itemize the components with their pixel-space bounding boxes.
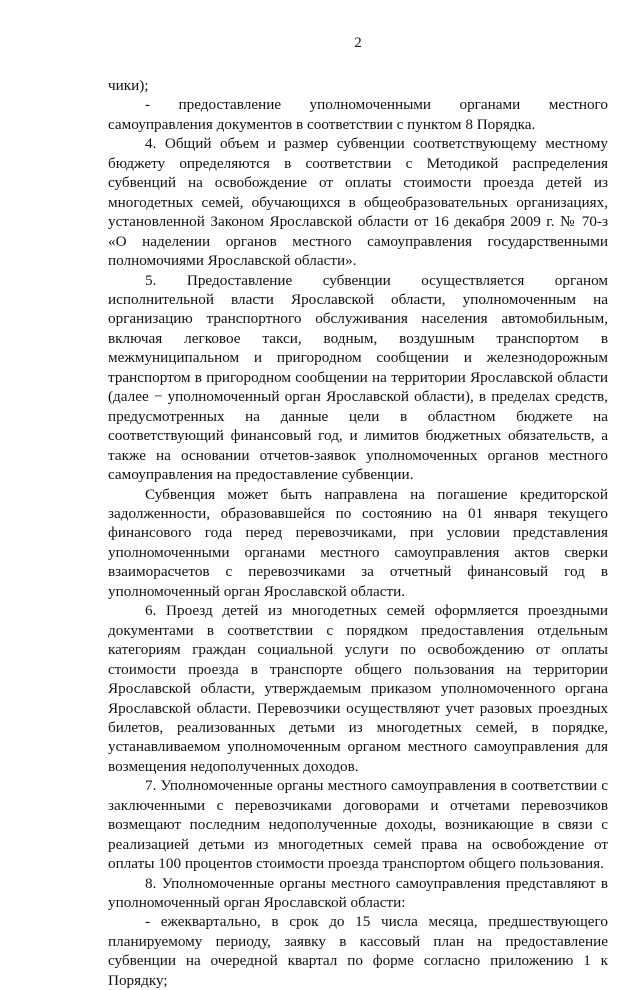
paragraph-5: 5. Предоставление субвенции осуществляется органом исполнительной власти Ярославской области, уполномоченным на организацию транспортного обслуживания населения автомобильным, включая легковое такси, водным, воздушным транспортом в межмуниципальном и пригородном сообщении и железнодорожным транспортом в пригородном сообщении на территории Ярославской области (далее − уполномоченный орган Ярославской области), в пределах средств, предусмотренных на данные цели в областном бюджете на соответствующий финансовый год, и лимитов бюджетных обязательств, а также на основании отчетов-заявок уполномоченных органов местного самоуправления на предоставление субвенции. [108,271,608,484]
paragraph-documents-item: - предоставление уполномоченными органами местного самоуправления документов в соответствии с пунктом 8 Порядка. [108,96,608,133]
paragraph-7: 7. Уполномоченные органы местного самоуправления в соответствии с заключенными с перевозчиками договорами и отчетами перевозчиков возмещают последним недополученные доходы, возникающие в связи с реализацией детьми из многодетных семей права на освобождение от оплаты 100 процентов стоимости проезда транспортом общего пользования. [108,777,608,873]
paragraph-6: 6. Проезд детей из многодетных семей оформляется проездными документами в соответствии с порядком предоставления отдельным категориям граждан социальной услуги по освобождению от оплаты стоимости проезда в транспорте общего пользования на территории Ярославской области, утверждаемым приказом уполномоченного органа Ярославской области. Перевозчики осуществляют учет разовых проездных билетов, реализованных детьми из многодетных семей, в порядке, устанавливаемом уполномоченным органом местного самоуправления для возмещения недополученных доходов. [108,602,608,775]
paragraph-4: 4. Общий объем и размер субвенции соответствующему местному бюджету определяются в соответствии с Методикой распределения субвенций на освобождение от оплаты стоимости проезда детей из многодетных семей, обучающихся в общеобразовательных организациях, установленной Законом Ярославской области от 16 декабря 2009 г. № 70-з «О наделении органов местного самоуправления государственными полномочиями Ярославской области». [108,135,608,270]
paragraph-subvention-debt: Субвенция может быть направлена на погашение кредиторской задолженности, образовавшейся по состоянию на 01 января текущего финансового года перед перевозчиками, при условии представления уполномоченными органами местного самоуправления актов сверки взаиморасчетов с перевозчиками за отчетный финансовый год в уполномоченный орган Ярославской области. [108,485,608,600]
paragraph-quarterly-item: - ежеквартально, в срок до 15 числа месяца, предшествующего планируемому периоду, заявку в кассовый план на предоставление субвенции на очередной квартал по форме согласно приложению 1 к Порядку; [108,913,608,989]
document-page [108,34,608,990]
page-number: 2 [354,35,362,51]
paragraph-8: 8. Уполномоченные органы местного самоуправления представляют в уполномоченный орган Ярославской области: [108,874,608,912]
paragraph-continuation: чики); [108,77,149,94]
